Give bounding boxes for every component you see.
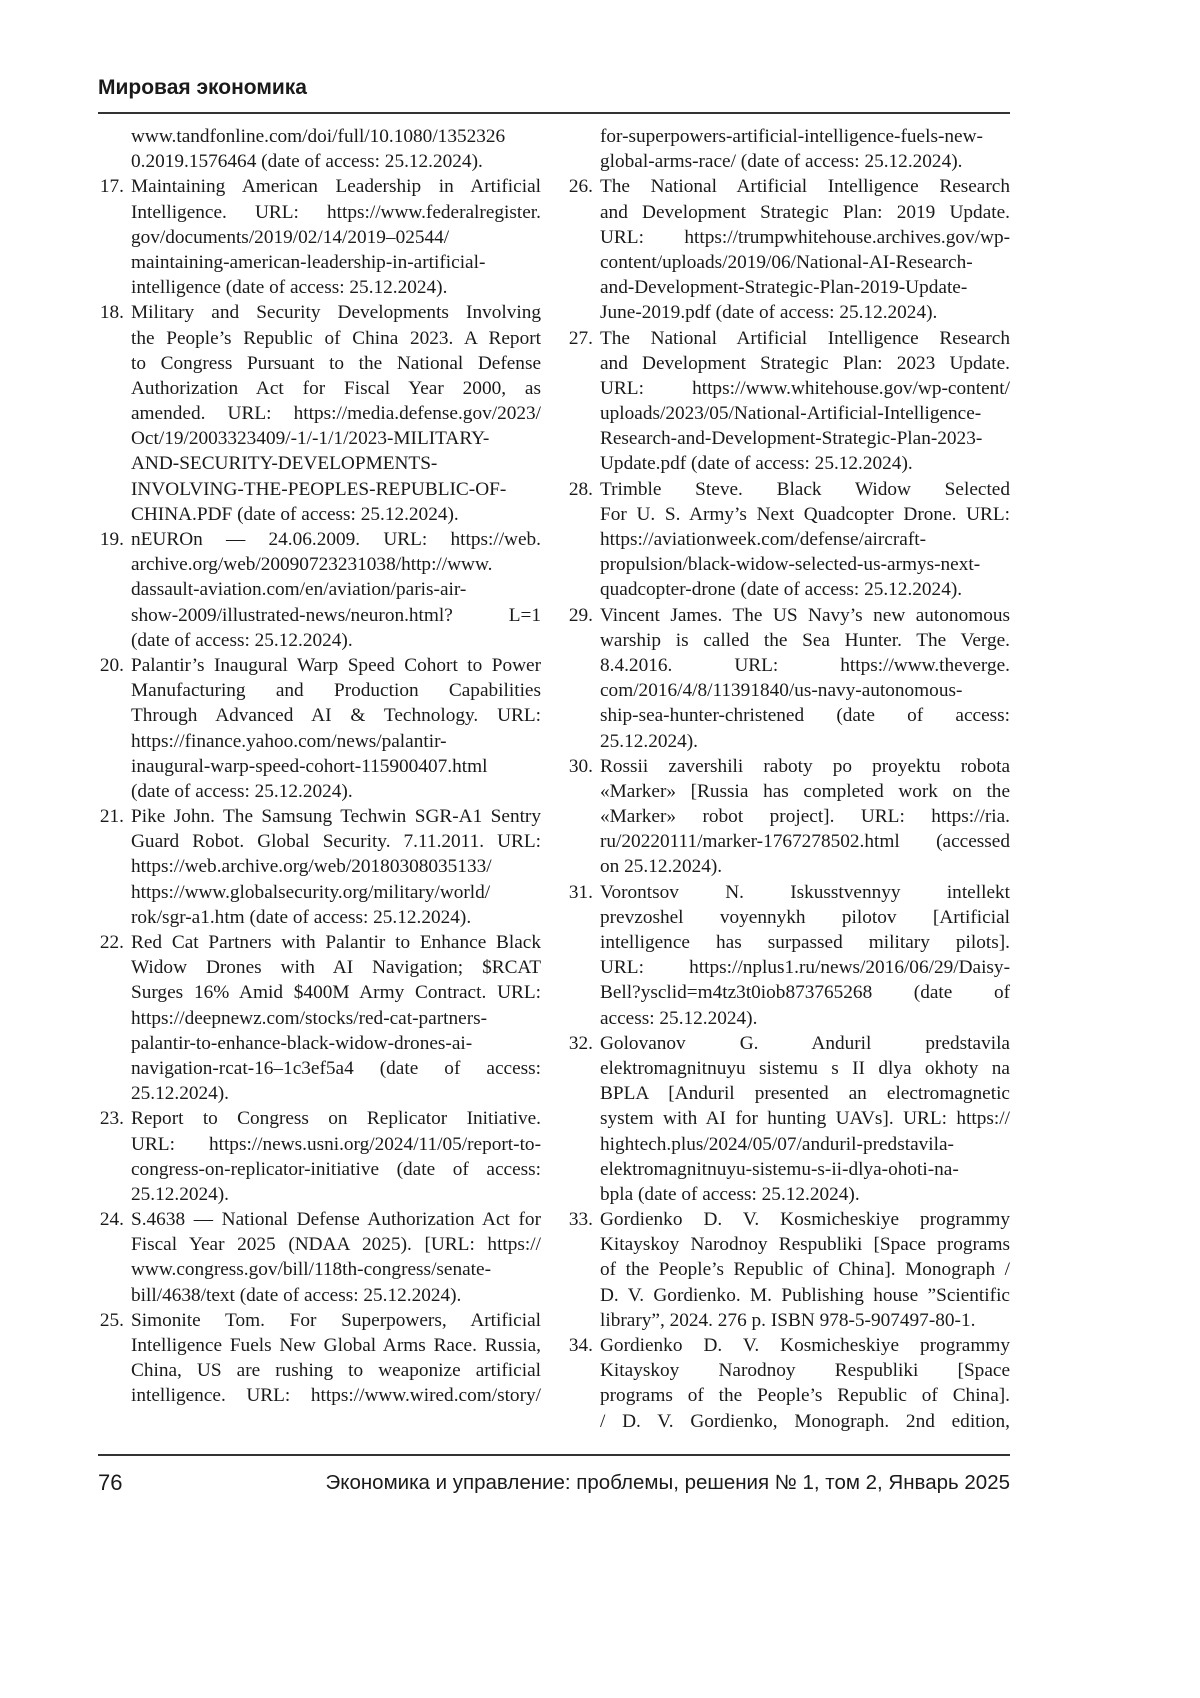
header-rule — [98, 112, 1010, 114]
reference-line: BPLA [Anduril presented an electromagnetic — [600, 1083, 1010, 1105]
reference-line: Simonite Tom. For Superpowers, Artificial — [131, 1309, 541, 1331]
reference-line: Gordienko D. V. Kosmicheskiye programmy — [600, 1335, 1010, 1356]
reference-number: 19. — [99, 529, 124, 550]
references-column-left — [98, 124, 541, 1409]
reference-item — [98, 124, 541, 174]
reference-item — [98, 804, 541, 930]
reference-number: 29. — [568, 604, 593, 626]
reference-item — [567, 174, 1010, 325]
reference-line: URL: https://trumpwhitehouse.archives.gov/wp- — [600, 226, 1010, 248]
reference-line: uploads/2023/05/National-Artificial-Intelligence- — [600, 403, 982, 425]
reference-line: amended. URL: https://media.defense.gov/2023/ — [131, 403, 541, 425]
reference-line: propulsion/black-widow-selected-us-armys-next- — [600, 554, 981, 576]
reference-line: bill/4638/text (date of access: 25.12.2024). — [131, 1284, 462, 1306]
reference-item — [98, 653, 541, 804]
reference-line: Golovanov G. Anduril predstavila — [600, 1032, 1010, 1054]
reference-line: on 25.12.2024). — [600, 856, 723, 878]
reference-number: 17. — [99, 176, 124, 198]
reference-line: «Marker» robot project]. URL: https://ria. — [600, 806, 1010, 828]
reference-line: For U. S. Army’s Next Quadcopter Drone. URL: — [600, 503, 1010, 525]
reference-line: 8.4.2016. URL: https://www.theverge. — [600, 654, 1010, 676]
reference-line: show-2009/illustrated-news/neuron.html? L=1 — [131, 604, 541, 626]
reference-line: AND-SECURITY-DEVELOPMENTS- — [131, 453, 438, 475]
reference-line: elektromagnitnuyu-sistemu-s-ii-dlya-ohoti-na- — [600, 1158, 959, 1180]
reference-line: «Marker» [Russia has completed work on the — [600, 780, 1010, 802]
reference-item — [98, 1106, 541, 1207]
reference-line: Bell?ysclid=m4tz3t0iob873765268 (date of — [600, 982, 1010, 1004]
reference-line: URL: https://www.whitehouse.gov/wp-content/ — [600, 377, 1010, 399]
reference-line: https://web.archive.org/web/20180308035133/ — [131, 856, 492, 878]
reference-line: Trimble Steve. Black Widow Selected — [600, 478, 1010, 500]
reference-line: https://aviationweek.com/defense/aircraft- — [600, 529, 927, 550]
reference-line: CHINA.PDF (date of access: 25.12.2024). — [131, 503, 459, 525]
reference-line: hightech.plus/2024/05/07/anduril-predstavila- — [600, 1133, 954, 1155]
reference-line: inaugural-warp-speed-cohort-115900407.html — [131, 755, 488, 777]
reference-line: China, US are rushing to weaponize artificial — [131, 1360, 541, 1382]
reference-line: D. V. Gordienko. M. Publishing house ”Scientific — [600, 1284, 1010, 1306]
reference-item — [567, 1031, 1010, 1207]
reference-line: system with AI for hunting UAVs]. URL: https:// — [600, 1108, 1010, 1130]
reference-item — [98, 174, 541, 300]
reference-number: 31. — [568, 881, 593, 903]
reference-line: Report to Congress on Replicator Initiative. — [131, 1108, 541, 1130]
reference-line: Military and Security Developments Involving — [131, 302, 541, 324]
reference-item — [567, 326, 1010, 477]
reference-line: archive.org/web/20090723231038/http://www. — [131, 554, 493, 576]
reference-line: warship is called the Sea Hunter. The Verge. — [600, 629, 1010, 651]
reference-item — [98, 1308, 541, 1409]
reference-line: maintaining-american-leadership-in-artificial- — [131, 251, 486, 273]
reference-line: intelligence has surpassed military pilots]. — [600, 932, 1010, 953]
reference-line: and-Development-Strategic-Plan-2019-Update- — [600, 277, 968, 299]
reference-line: S.4638 — National Defense Authorization Act for — [131, 1209, 541, 1231]
reference-line: 25.12.2024). — [600, 730, 699, 752]
reference-line: Widow Drones with AI Navigation; $RCAT — [131, 957, 541, 979]
reference-line: Intelligence Fuels New Global Arms Race. Russia, — [131, 1335, 541, 1356]
reference-line: ship-sea-hunter-christened (date of access: — [600, 705, 1010, 727]
reference-line: (date of access: 25.12.2024). — [131, 780, 353, 802]
reference-line: Update.pdf (date of access: 25.12.2024). — [600, 453, 913, 475]
running-header: Мировая экономика — [98, 76, 307, 99]
reference-item — [567, 477, 1010, 603]
reference-number: 28. — [568, 478, 593, 500]
reference-line: content/uploads/2019/06/National-AI-Research- — [600, 251, 973, 273]
reference-line: The National Artificial Intelligence Research — [600, 176, 1010, 198]
reference-line: and Development Strategic Plan: 2023 Update. — [600, 352, 1010, 374]
reference-line: intelligence (date of access: 25.12.2024). — [131, 277, 448, 299]
reference-item — [98, 1207, 541, 1308]
reference-line: INVOLVING-THE-PEOPLES-REPUBLIC-OF- — [131, 478, 507, 500]
reference-number: 26. — [568, 176, 593, 198]
reference-item — [567, 1333, 1010, 1434]
reference-line: programs of the People’s Republic of China]. — [600, 1385, 1010, 1407]
reference-number: 34. — [568, 1335, 593, 1356]
reference-line: and Development Strategic Plan: 2019 Update. — [600, 201, 1010, 223]
reference-line: Oct/19/2003323409/-1/-1/1/2023-MILITARY- — [131, 428, 490, 450]
reference-item — [98, 300, 541, 527]
reference-line: elektromagnitnuyu sistemu s II dlya okhoty na — [600, 1057, 1010, 1079]
reference-line: / D. V. Gordienko, Monograph. 2nd edition, — [600, 1410, 1010, 1432]
references-column-right — [567, 124, 1010, 1434]
reference-line: library”, 2024. 276 p. ISBN 978-5-907497-80-1. — [600, 1309, 976, 1331]
reference-line: prevzoshel voyennykh pilotov [Artificial — [600, 906, 1010, 928]
reference-line: com/2016/4/8/11391840/us-navy-autonomous- — [600, 680, 963, 702]
reference-line: of the People’s Republic of China]. Monograph / — [600, 1259, 1010, 1281]
reference-line: gov/documents/2019/02/14/2019–02544/ — [131, 226, 450, 248]
reference-number: 27. — [568, 327, 593, 349]
reference-line: Rossii zavershili raboty po proyektu robota — [600, 755, 1010, 777]
reference-line: Through Advanced AI & Technology. URL: — [131, 705, 541, 727]
reference-line: https://finance.yahoo.com/news/palantir- — [131, 730, 447, 752]
reference-line: congress-on-replicator-initiative (date of access: — [131, 1158, 541, 1180]
reference-number: 23. — [99, 1108, 124, 1130]
reference-line: Maintaining American Leadership in Artificial — [131, 176, 541, 198]
footer-rule — [98, 1454, 1010, 1456]
reference-line: nEUROn — 24.06.2009. URL: https://web. — [131, 529, 541, 550]
reference-line: https://deepnewz.com/stocks/red-cat-partners- — [131, 1007, 488, 1029]
reference-line: www.congress.gov/bill/118th-congress/senate- — [131, 1259, 492, 1281]
reference-line: Authorization Act for Fiscal Year 2000, as — [131, 377, 541, 399]
reference-line: Pike John. The Samsung Techwin SGR-A1 Sentry — [131, 806, 541, 828]
reference-line: Gordienko D. V. Kosmicheskiye programmy — [600, 1209, 1010, 1231]
reference-line: Red Cat Partners with Palantir to Enhance Black — [131, 932, 541, 953]
page-number: 76 — [98, 1470, 123, 1495]
reference-line: The National Artificial Intelligence Research — [600, 327, 1010, 349]
reference-line: dassault-aviation.com/en/aviation/paris-air- — [131, 579, 467, 601]
reference-line: June-2019.pdf (date of access: 25.12.2024). — [600, 302, 938, 324]
reference-item — [98, 527, 541, 653]
reference-line: (date of access: 25.12.2024). — [131, 629, 353, 651]
reference-line: Kitayskoy Narodnoy Respubliki [Space — [600, 1360, 1010, 1382]
reference-item — [567, 124, 1010, 174]
reference-item — [567, 603, 1010, 754]
reference-number: 32. — [568, 1032, 593, 1054]
reference-number: 33. — [568, 1209, 593, 1231]
journal-footer: Экономика и управление: проблемы, решения № 1, том 2, Январь 2025 — [325, 1471, 1010, 1494]
reference-line: Intelligence. URL: https://www.federalregister. — [131, 201, 541, 223]
reference-line: navigation-rcat-16–1c3ef5a4 (date of access: — [131, 1057, 541, 1079]
reference-line: access: 25.12.2024). — [600, 1007, 758, 1029]
reference-line: URL: https://nplus1.ru/news/2016/06/29/Daisy- — [600, 957, 1010, 979]
reference-line: to Congress Pursuant to the National Defense — [131, 352, 541, 374]
reference-line: https://www.globalsecurity.org/military/world/ — [131, 881, 491, 903]
reference-line: quadcopter-drone (date of access: 25.12.2024). — [600, 579, 963, 601]
reference-line: bpla (date of access: 25.12.2024). — [600, 1183, 860, 1205]
reference-number: 25. — [99, 1309, 124, 1331]
reference-line: 25.12.2024). — [131, 1083, 230, 1105]
reference-line: for-superpowers-artificial-intelligence-fuels-new- — [600, 126, 983, 147]
reference-line: Research-and-Development-Strategic-Plan-2023- — [600, 428, 983, 450]
reference-number: 30. — [568, 755, 593, 777]
reference-line: palantir-to-enhance-black-widow-drones-ai- — [131, 1032, 473, 1054]
reference-line: intelligence. URL: https://www.wired.com/story/ — [131, 1385, 541, 1407]
reference-line: Surges 16% Amid $400M Army Contract. URL: — [131, 982, 541, 1004]
reference-item — [567, 754, 1010, 880]
reference-number: 21. — [99, 806, 124, 828]
reference-line: Guard Robot. Global Security. 7.11.2011. URL: — [131, 831, 541, 853]
reference-line: Fiscal Year 2025 (NDAA 2025). [URL: https:// — [131, 1234, 541, 1256]
reference-item — [567, 1207, 1010, 1333]
reference-line: www.tandfonline.com/doi/full/10.1080/1352326 — [131, 126, 506, 147]
reference-line: Palantir’s Inaugural Warp Speed Cohort to Power — [131, 654, 541, 676]
reference-line: ru/20220111/marker-1767278502.html (accessed — [600, 831, 1010, 853]
reference-line: 0.2019.1576464 (date of access: 25.12.2024). — [131, 151, 483, 173]
reference-line: URL: https://news.usni.org/2024/11/05/report-to- — [131, 1133, 541, 1155]
reference-number: 20. — [99, 654, 124, 676]
reference-line: 25.12.2024). — [131, 1183, 230, 1205]
reference-line: global-arms-race/ (date of access: 25.12.2024). — [600, 151, 963, 173]
reference-line: the People’s Republic of China 2023. A Report — [131, 327, 541, 349]
reference-line: Manufacturing and Production Capabilities — [131, 680, 541, 702]
reference-item — [567, 880, 1010, 1031]
reference-line: Kitayskoy Narodnoy Respubliki [Space programs — [600, 1234, 1010, 1256]
reference-item — [98, 930, 541, 1106]
reference-line: rok/sgr-a1.htm (date of access: 25.12.2024). — [131, 906, 472, 928]
reference-number: 18. — [99, 302, 124, 324]
reference-line: Vorontsov N. Iskusstvennyy intellekt — [600, 881, 1010, 903]
reference-number: 24. — [99, 1209, 124, 1231]
reference-line: Vincent James. The US Navy’s new autonomous — [600, 604, 1010, 626]
reference-number: 22. — [99, 932, 124, 953]
